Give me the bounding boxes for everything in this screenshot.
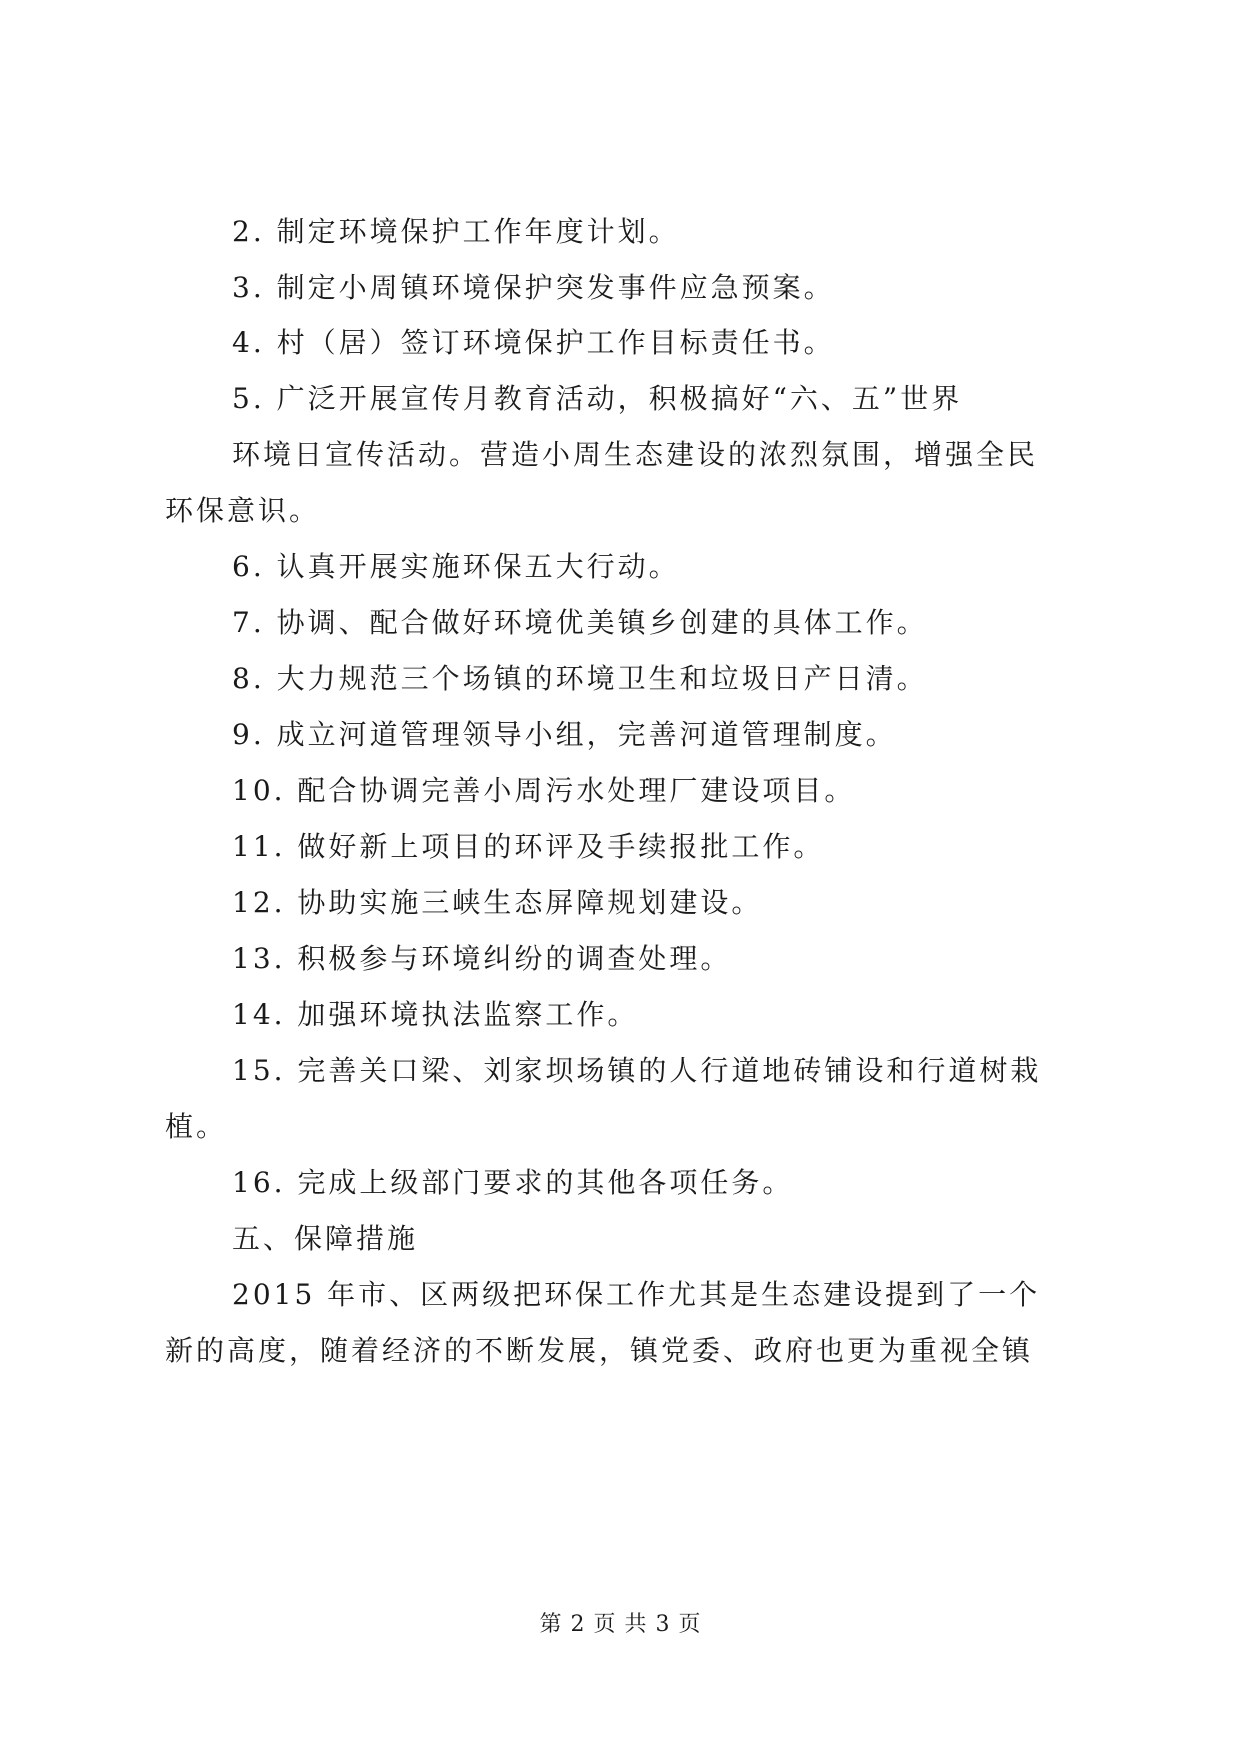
item-9: 9. 成立河道管理领导小组，完善河道管理制度。 [232,718,897,751]
page-footer: 第 2 页 共 3 页 [539,1612,702,1637]
item-8: 8. 大力规范三个场镇的环境卫生和垃圾日产日清。 [232,662,928,695]
item-4: 4. 村（居）签订环境保护工作目标责任书。 [232,326,835,359]
item-6: 6. 认真开展实施环保五大行动。 [232,550,680,583]
item-10: 10. 配合协调完善小周污水处理厂建设项目。 [232,774,856,807]
item-13: 13. 积极参与环境纠纷的调查处理。 [232,942,732,975]
item-5-line-2: 环境日宣传活动。营造小周生态建设的浓烈氛围，增强全民 [232,438,1039,471]
item-7: 7. 协调、配合做好环境优美镇乡创建的具体工作。 [232,606,928,639]
body-paragraph-line-2: 新的高度，随着经济的不断发展，镇党委、政府也更为重视全镇 [165,1334,1034,1367]
item-12: 12. 协助实施三峡生态屏障规划建设。 [232,886,763,919]
item-14: 14. 加强环境执法监察工作。 [232,998,639,1031]
item-16: 16. 完成上级部门要求的其他各项任务。 [232,1166,794,1199]
item-5-line-3: 环保意识。 [165,494,321,527]
item-15-line-1: 15. 完善关口梁、刘家坝场镇的人行道地砖铺设和行道树栽 [232,1054,1042,1087]
item-5-line-1: 5. 广泛开展宣传月教育活动，积极搞好“六、五”世界 [232,382,963,415]
item-11: 11. 做好新上项目的环评及手续报批工作。 [232,830,825,863]
item-3: 3. 制定小周镇环境保护突发事件应急预案。 [232,271,835,304]
body-paragraph-line-1: 2015 年市、区两级把环保工作尤其是生态建设提到了一个 [232,1278,1041,1311]
item-2: 2. 制定环境保护工作年度计划。 [232,215,680,248]
item-15-line-2: 植。 [165,1110,228,1143]
section-heading: 五、保障措施 [232,1222,419,1255]
